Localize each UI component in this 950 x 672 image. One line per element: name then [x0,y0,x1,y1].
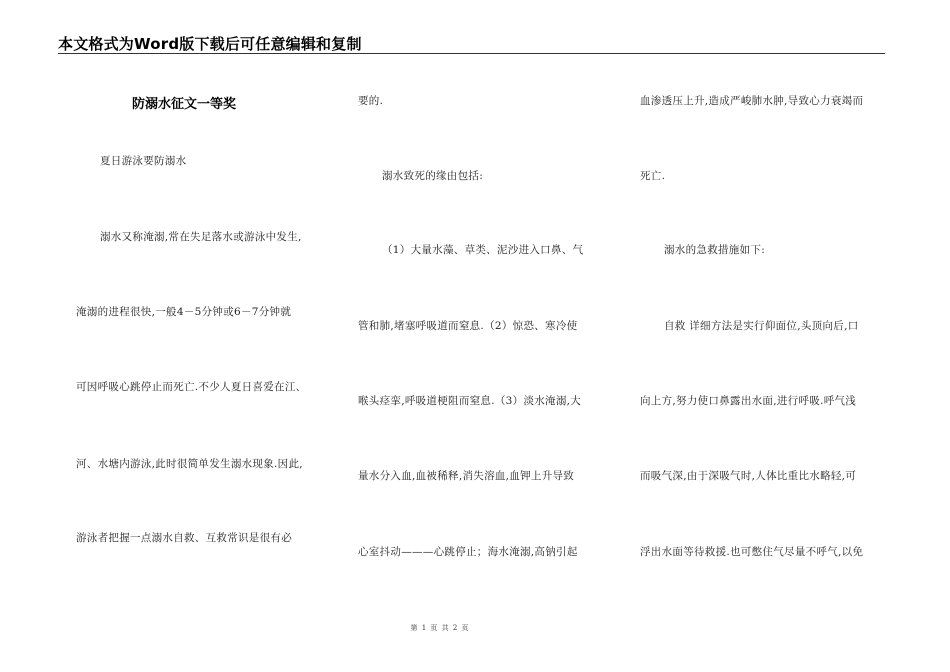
text-line: 心室抖动———心跳停止；海水淹溺,高钠引起 [358,546,578,558]
text-line: 向上方,努力使口鼻露出水面,进行呼吸.呼气浅 [640,395,857,407]
download-banner: 本文格式为Word版下载后可任意编辑和复制 [58,35,362,53]
text-line: 死亡. [640,170,666,182]
document-title: 防溺水征文一等奖 [132,97,237,112]
text-line: 浮出水面等待救援.也可憋住气尽量不呼气,以免 [640,546,864,558]
text-line: 溺水致死的缘由包括: [382,170,484,182]
text-line: 管和肺,堵塞呼吸道而窒息.（2）惊恐、寒冷使 [358,320,578,332]
header-divider [58,53,885,54]
text-line: 淹溺的进程很快,一般4－5分钟或6－7分钟就 [76,306,292,318]
text-line: 喉头痉挛,呼吸道梗阻而窒息.（3）淡水淹溺,大 [358,395,582,407]
text-line: 可因呼吸心跳停止而死亡.不少人夏日喜爱在江、 [76,381,307,393]
text-line: （1）大量水藻、草类、泥沙进入口鼻、气 [382,244,584,256]
text-line: 河、水塘内游泳,此时很简单发生溺水现象.因此, [76,458,303,470]
paragraph-heading: 夏日游泳要防溺水 [100,155,187,167]
text-line: 要的. [358,95,384,107]
text-line: 自救 详细方法是实行仰面位,头顶向后,口 [664,320,859,332]
text-line: 游泳者把握一点溺水自救、互救常识是很有必 [76,532,292,544]
text-line: 量水分入血,血被稀释,消失溶血,血钾上升导致 [358,470,575,482]
text-line: 溺水又称淹溺,常在失足落水或游泳中发生, [100,231,302,243]
page-number: 第 1 页 共 2 页 [410,624,470,632]
text-line: 血渗透压上升,造成严峻肺水肿,导致心力衰竭而 [640,95,864,107]
text-line: 而吸气深,由于深吸气时,人体比重比水略轻,可 [640,470,857,482]
text-line: 溺水的急救措施如下: [664,244,766,256]
